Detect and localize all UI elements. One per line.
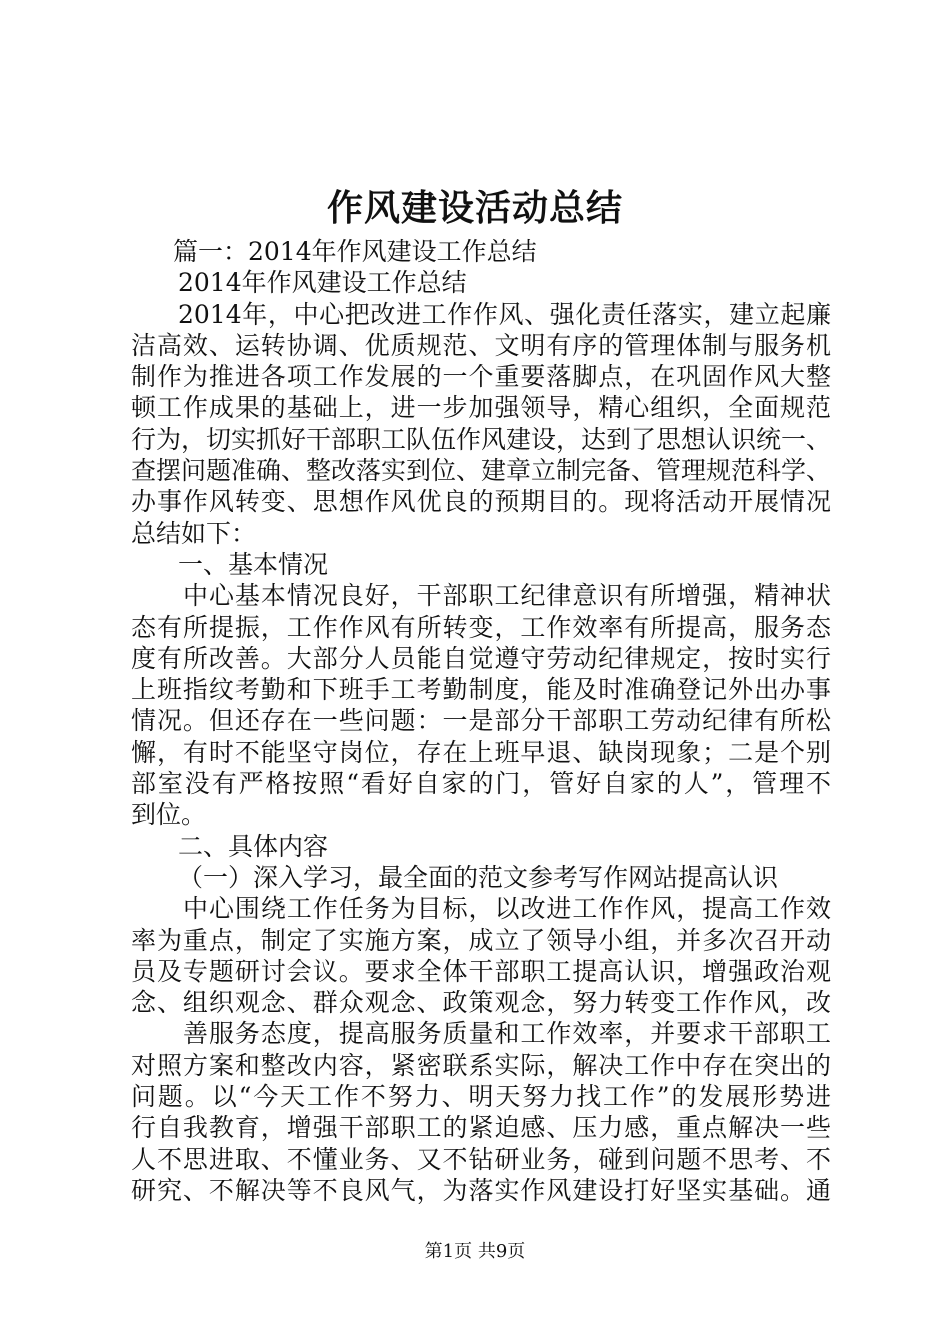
paragraph-line: 研究、不解决等不良风气，为落实作风建设打好坚实基础。通 [131,1175,831,1205]
section-heading-line: 篇一：2014年作风建设工作总结 [173,237,537,266]
paragraph-line: 度有所改善。大部分人员能自觉遵守劳动纪律规定，按时实行 [131,643,831,673]
paragraph-line: 2014年，中心把改进工作作风、强化责任落实，建立起廉 [178,299,831,329]
paragraph-line: 行自我教育，增强干部职工的紧迫感、压力感，重点解决一些 [131,1113,831,1143]
page-footer: 第1页 共9页 [424,1241,526,1262]
paragraph-line: 对照方案和整改内容，紧密联系实际，解决工作中存在突出的 [131,1050,831,1080]
paragraph-line: 制作为推进各项工作发展的一个重要落脚点，在巩固作风大整 [131,362,831,392]
paragraph-line: 查摆问题准确、整改落实到位、建章立制完备、管理规范科学、 [131,456,832,486]
document-title: 作风建设活动总结 [326,187,623,229]
subtitle-line: 2014年作风建设工作总结 [178,268,467,298]
paragraph-line: 人不思进取、不懂业务、又不钻研业务，碰到问题不思考、不 [131,1144,831,1174]
paragraph-line: 办事作风转变、思想作风优良的预期目的。现将活动开展情况 [131,487,831,517]
paragraph-line: 洁高效、运转协调、优质规范、文明有序的管理体制与服务机 [131,330,831,360]
paragraph-line: 念、组织观念、群众观念、政策观念，努力转变工作作风，改 [131,988,831,1018]
paragraph-line: 到位。 [131,800,207,830]
section-heading-line: 一、基本情况 [178,549,329,579]
paragraph-line: 懈，有时不能坚守岗位，存在上班早退、缺岗现象；二是个别 [131,737,831,767]
subsection-heading-line: （一）深入学习，最全面的范文参考写作网站提高认识 [178,862,779,892]
paragraph-line: 顿工作成果的基础上，进一步加强领导，精心组织，全面规范 [131,393,831,423]
paragraph-line: 部室没有严格按照“看好自家的门，管好自家的人”，管理不 [131,769,831,799]
paragraph-line: 情况。但还存在一些问题：一是部分干部职工劳动纪律有所松 [131,706,831,736]
section-heading-line: 二、具体内容 [178,831,329,861]
paragraph-line: 行为，切实抓好干部职工队伍作风建设，达到了思想认识统一、 [131,424,832,454]
paragraph-line: 总结如下： [131,518,257,548]
document-body [131,236,831,1206]
paragraph-line: 中心基本情况良好，干部职工纪律意识有所增强，精神状 [183,581,831,611]
paragraph-line: 率为重点，制定了实施方案，成立了领导小组，并多次召开动 [131,925,831,955]
paragraph-line: 上班指纹考勤和下班手工考勤制度，能及时准确登记外出办事 [131,675,831,705]
paragraph-line: 问题。以“今天工作不努力、明天努力找工作”的发展形势进 [131,1082,831,1112]
paragraph-line: 员及专题研讨会议。要求全体干部职工提高认识，增强政治观 [131,956,831,986]
paragraph-line: 善服务态度，提高服务质量和工作效率，并要求干部职工 [183,1019,831,1049]
paragraph-line: 态有所提振，工作作风有所转变，工作效率有所提高，服务态 [131,612,831,642]
paragraph-line: 中心围绕工作任务为目标，以改进工作作风，提高工作效 [183,894,831,924]
